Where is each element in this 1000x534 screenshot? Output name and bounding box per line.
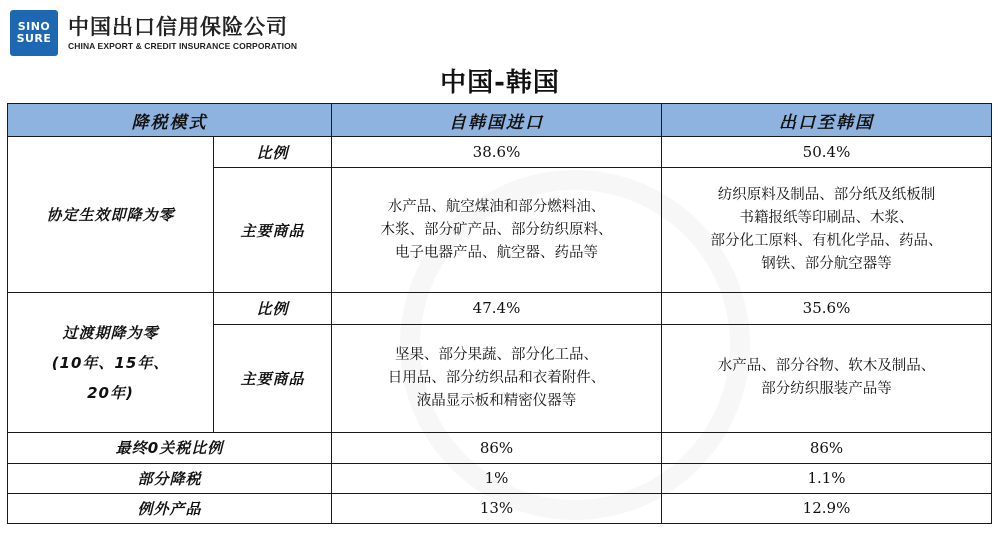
group2-goods-import (332, 324, 662, 433)
table-row (8, 463, 992, 493)
partial-export: 1.1% (662, 463, 992, 493)
header-mode: 降税模式 (8, 104, 332, 137)
logo-mark-line2: SURE (16, 32, 52, 45)
group2-label-line: (10年、15年、 (51, 353, 170, 372)
final-zero-label: 最终0关税比例 (8, 433, 332, 463)
goods-line: 坚果、部分果蔬、部分化工品、 (395, 346, 598, 363)
goods-line: 液晶显示板和精密仪器等 (416, 392, 577, 409)
header-import: 自韩国进口 (332, 104, 662, 137)
goods-line: 部分纺织服装产品等 (761, 381, 892, 398)
partial-import: 1% (332, 463, 662, 493)
group2-label-line: 过渡期降为零 (62, 323, 159, 342)
goods-line: 电子电器产品、航空器、药品等 (395, 244, 598, 261)
group1-goods-label: 主要商品 (214, 168, 332, 293)
sinosure-logo-mark (10, 10, 58, 56)
group1-ratio-import: 38.6% (332, 137, 662, 168)
exception-label: 例外产品 (8, 493, 332, 523)
group1-ratio-label: 比例 (214, 137, 332, 168)
logo-mark-line1: SINO (17, 20, 51, 33)
goods-line: 日用品、部分纺织品和衣着附件、 (387, 369, 606, 386)
group1-label: 协定生效即降为零 (8, 137, 214, 293)
group2-goods-label: 主要商品 (214, 324, 332, 433)
goods-line: 水产品、部分谷物、软木及制品、 (717, 358, 936, 375)
group1-goods-export (662, 168, 992, 293)
table-row (8, 293, 992, 324)
goods-line: 木浆、部分矿产品、部分纺织原料、 (380, 221, 613, 238)
group1-ratio-export: 50.4% (662, 137, 992, 168)
group2-ratio-export: 35.6% (662, 293, 992, 324)
header-export: 出口至韩国 (662, 104, 992, 137)
group2-label-line: 20年) (87, 383, 134, 402)
group2-label (8, 293, 214, 433)
partial-label: 部分降税 (8, 463, 332, 493)
exception-import: 13% (332, 493, 662, 523)
goods-line: 钢铁、部分航空器等 (761, 256, 892, 273)
tariff-table (7, 103, 992, 524)
table-row (8, 493, 992, 523)
table-row (8, 137, 992, 168)
final-zero-export: 86% (662, 433, 992, 463)
goods-line: 纺织原料及制品、部分纸及纸板制 (717, 187, 936, 204)
company-name-en: CHINA EXPORT & CREDIT INSURANCE CORPORATION (68, 41, 298, 51)
table-header-row (8, 104, 992, 137)
table-row (8, 433, 992, 463)
page-title: 中国-韩国 (440, 68, 560, 98)
exception-export: 12.9% (662, 493, 992, 523)
goods-line: 部分化工原料、有机化学品、药品、 (710, 233, 943, 250)
goods-line: 水产品、航空煤油和部分燃料油、 (387, 198, 606, 215)
final-zero-import: 86% (332, 433, 662, 463)
group2-goods-export (662, 324, 992, 433)
goods-line: 书籍报纸等印刷品、木浆、 (739, 210, 914, 227)
group2-ratio-label: 比例 (214, 293, 332, 324)
group2-ratio-import: 47.4% (332, 293, 662, 324)
group1-goods-import (332, 168, 662, 293)
company-name-cn: 中国出口信用保险公司 (68, 15, 288, 39)
company-logo (10, 10, 297, 56)
